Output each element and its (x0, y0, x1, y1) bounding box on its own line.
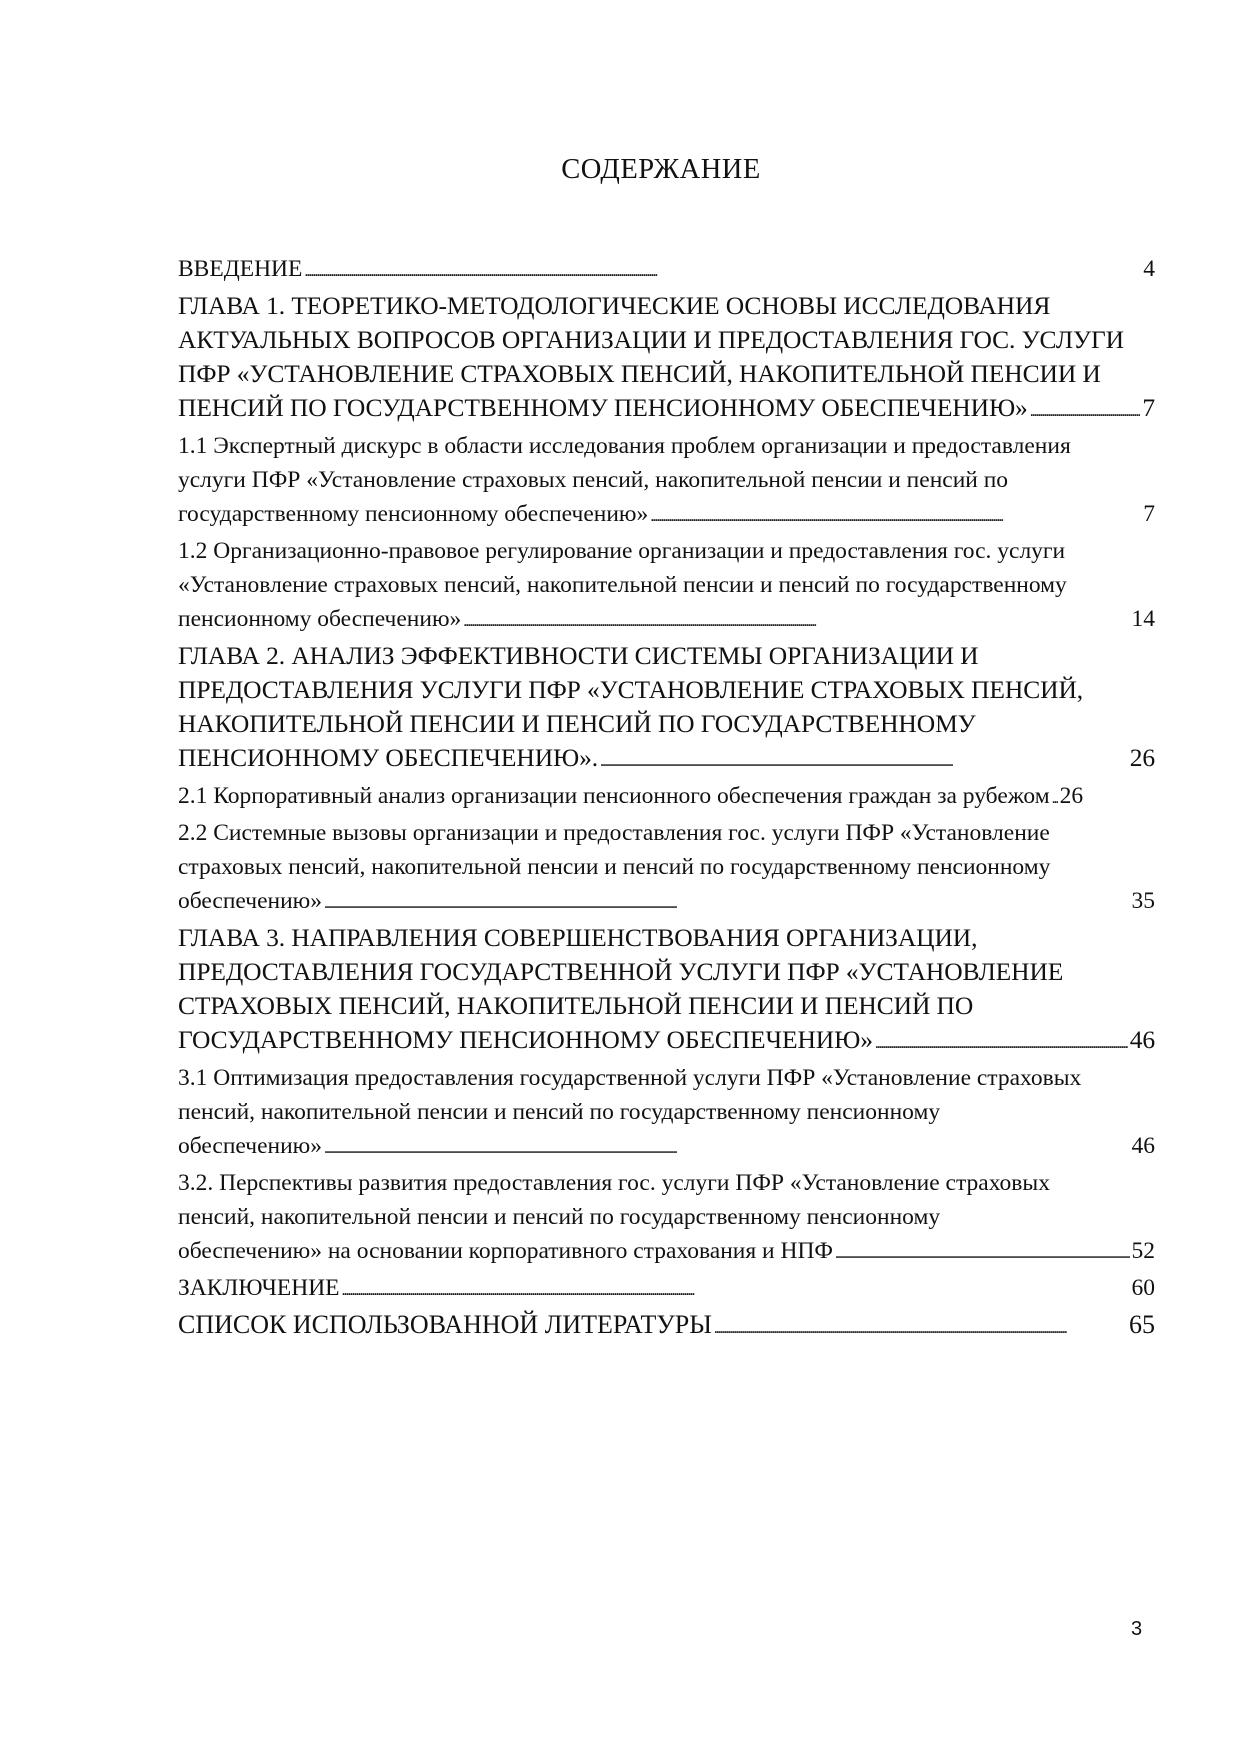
toc-page-number: 14 (1131, 606, 1155, 632)
toc-line-last (178, 779, 1155, 816)
toc-line-last (178, 497, 1155, 534)
toc-line: услуги ПФР «Установление страховых пенсий, накопительной пенсии и пенсий по (178, 467, 1009, 493)
toc-line: СТРАХОВЫХ ПЕНСИЙ, НАКОПИТЕЛЬНОЙ ПЕНСИИ И ПЕНСИЙ ПО (178, 991, 974, 1020)
dot-leader (714, 1308, 1127, 1346)
toc-line-last (178, 602, 1155, 639)
toc-line-last (178, 252, 1155, 289)
toc-entry-introduction[interactable] (178, 252, 1155, 289)
dot-leader (600, 741, 1128, 779)
toc-line-last (178, 1023, 1155, 1061)
toc-page-number: 7 (1142, 393, 1155, 422)
toc-entry-section-1-2[interactable] (178, 534, 1155, 639)
toc-page-number: 52 (1131, 1238, 1155, 1264)
toc-line: ГЛАВА 3. НАПРАВЛЕНИЯ СОВЕРШЕНСТВОВАНИЯ ОРГАНИЗАЦИИ, (178, 923, 978, 952)
toc-page-number: 46 (1131, 1133, 1155, 1159)
toc-page-number: 26 (1059, 783, 1084, 809)
dot-leader (324, 1129, 1130, 1166)
toc-line: ПРЕДОСТАВЛЕНИЯ УСЛУГИ ПФР «УСТАНОВЛЕНИЕ СТРАХОВЫХ ПЕНСИЙ, (178, 675, 1084, 704)
toc-entry-chapter-3[interactable] (178, 921, 1155, 1061)
toc-entry-section-3-2[interactable] (178, 1166, 1155, 1271)
toc-line: ГЛАВА 2. АНАЛИЗ ЭФФЕКТИВНОСТИ СИСТЕМЫ ОРГАНИЗАЦИИ И (178, 641, 979, 670)
toc-page-number: 60 (1131, 1275, 1155, 1301)
toc-entry-title: обеспечению» (178, 1133, 322, 1159)
toc-entry-title: пенсионному обеспечению» (178, 606, 462, 632)
dot-leader (342, 1271, 1130, 1308)
toc-entry-bibliography[interactable] (178, 1308, 1155, 1346)
toc-line-last (178, 1234, 1155, 1271)
dot-leader (463, 602, 1129, 639)
toc-entry-title: ПЕНСИОННОМУ ОБЕСПЕЧЕНИЮ». (178, 743, 599, 772)
toc-page-number: 35 (1131, 888, 1155, 914)
dot-leader (1030, 391, 1141, 429)
table-of-contents (178, 252, 1155, 1346)
toc-line: страховых пенсий, накопительной пенсии и пенсий по государственному пенсионному (178, 854, 1051, 880)
toc-line: ПРЕДОСТАВЛЕНИЯ ГОСУДАРСТВЕННОЙ УСЛУГИ ПФР «УСТАНОВЛЕНИЕ (178, 957, 1064, 986)
dot-leader (650, 497, 1141, 534)
toc-entry-title: ГОСУДАРСТВЕННОМУ ПЕНСИОННОМУ ОБЕСПЕЧЕНИЮ» (178, 1025, 873, 1054)
toc-entry-title: обеспечению» (178, 888, 322, 914)
toc-line: ПФР «УСТАНОВЛЕНИЕ СТРАХОВЫХ ПЕНСИЙ, НАКОПИТЕЛЬНОЙ ПЕНСИИ И (178, 359, 1101, 388)
toc-page-number: 7 (1143, 501, 1155, 527)
toc-entry-conclusion[interactable] (178, 1271, 1155, 1308)
toc-entry-title: СПИСОК ИСПОЛЬЗОВАННОЙ ЛИТЕРАТУРЫ (178, 1310, 712, 1339)
toc-entry-section-1-1[interactable] (178, 429, 1155, 534)
toc-entry-title: государственному пенсионному обеспечению» (178, 501, 649, 527)
page-number: 3 (1131, 1618, 1143, 1640)
toc-line: пенсий, накопительной пенсии и пенсий по государственному пенсионному (178, 1204, 941, 1230)
toc-line-last (178, 1308, 1155, 1346)
toc-entry-title: обеспечению» на основании корпоративного страхования и НПФ (178, 1238, 833, 1264)
toc-line: ГЛАВА 1. ТЕОРЕТИКО-МЕТОДОЛОГИЧЕСКИЕ ОСНОВЫ ИССЛЕДОВАНИЯ (178, 291, 1051, 320)
toc-entry-title: ВВЕДЕНИЕ (178, 256, 303, 282)
toc-entry-chapter-2[interactable] (178, 639, 1155, 779)
toc-entry-chapter-1[interactable] (178, 289, 1155, 429)
toc-page-number: 65 (1129, 1310, 1155, 1339)
toc-entry-section-3-1[interactable] (178, 1061, 1155, 1166)
toc-entry-section-2-1[interactable] (178, 779, 1155, 816)
toc-line: 3.2. Перспективы развития предоставления гос. услуги ПФР «Установление страховых (178, 1170, 1050, 1196)
toc-line-last (178, 741, 1155, 779)
page-title: СОДЕРЖАНИЕ (561, 154, 761, 185)
toc-page-number: 26 (1129, 743, 1155, 772)
toc-entry-section-2-2[interactable] (178, 816, 1155, 921)
toc-line: 2.2 Системные вызовы организации и предоставления гос. услуги ПФР «Установление (178, 820, 1050, 846)
toc-page-number: 46 (1129, 1025, 1155, 1054)
toc-line: «Установление страховых пенсий, накопительной пенсии и пенсий по государственному (178, 572, 1067, 598)
toc-line-last (178, 391, 1155, 429)
toc-line: пенсий, накопительной пенсии и пенсий по государственному пенсионному (178, 1099, 941, 1125)
toc-line: 1.2 Организационно-правовое регулирование организации и предоставления гос. услуги (178, 538, 1066, 564)
toc-line: 1.1 Экспертный дискурс в области исследования проблем организации и предоставления (178, 433, 1071, 459)
dot-leader (304, 252, 1141, 289)
toc-line: 3.1 Оптимизация предоставления государственной услуги ПФР «Установление страховых (178, 1065, 1082, 1091)
dot-leader (875, 1023, 1128, 1061)
toc-page-number: 4 (1143, 256, 1155, 282)
toc-line-last (178, 1271, 1155, 1308)
toc-entry-title: ПЕНСИЙ ПО ГОСУДАРСТВЕННОМУ ПЕНСИОННОМУ ОБЕСПЕЧЕНИЮ» (178, 393, 1028, 422)
dot-leader (835, 1234, 1130, 1271)
dot-leader (324, 884, 1130, 921)
toc-line: АКТУАЛЬНЫХ ВОПРОСОВ ОРГАНИЗАЦИИ И ПРЕДОСТАВЛЕНИЯ ГОС. УСЛУГИ (178, 325, 1124, 354)
toc-entry-title: 2.1 Корпоративный анализ организации пенсионного обеспечения граждан за рубежом (178, 783, 1050, 809)
toc-line-last (178, 884, 1155, 921)
toc-line: НАКОПИТЕЛЬНОЙ ПЕНСИИ И ПЕНСИЙ ПО ГОСУДАРСТВЕННОМУ (178, 709, 976, 738)
toc-entry-title: ЗАКЛЮЧЕНИЕ (178, 1275, 340, 1301)
dot-leader (1052, 779, 1058, 816)
toc-line-last (178, 1129, 1155, 1166)
